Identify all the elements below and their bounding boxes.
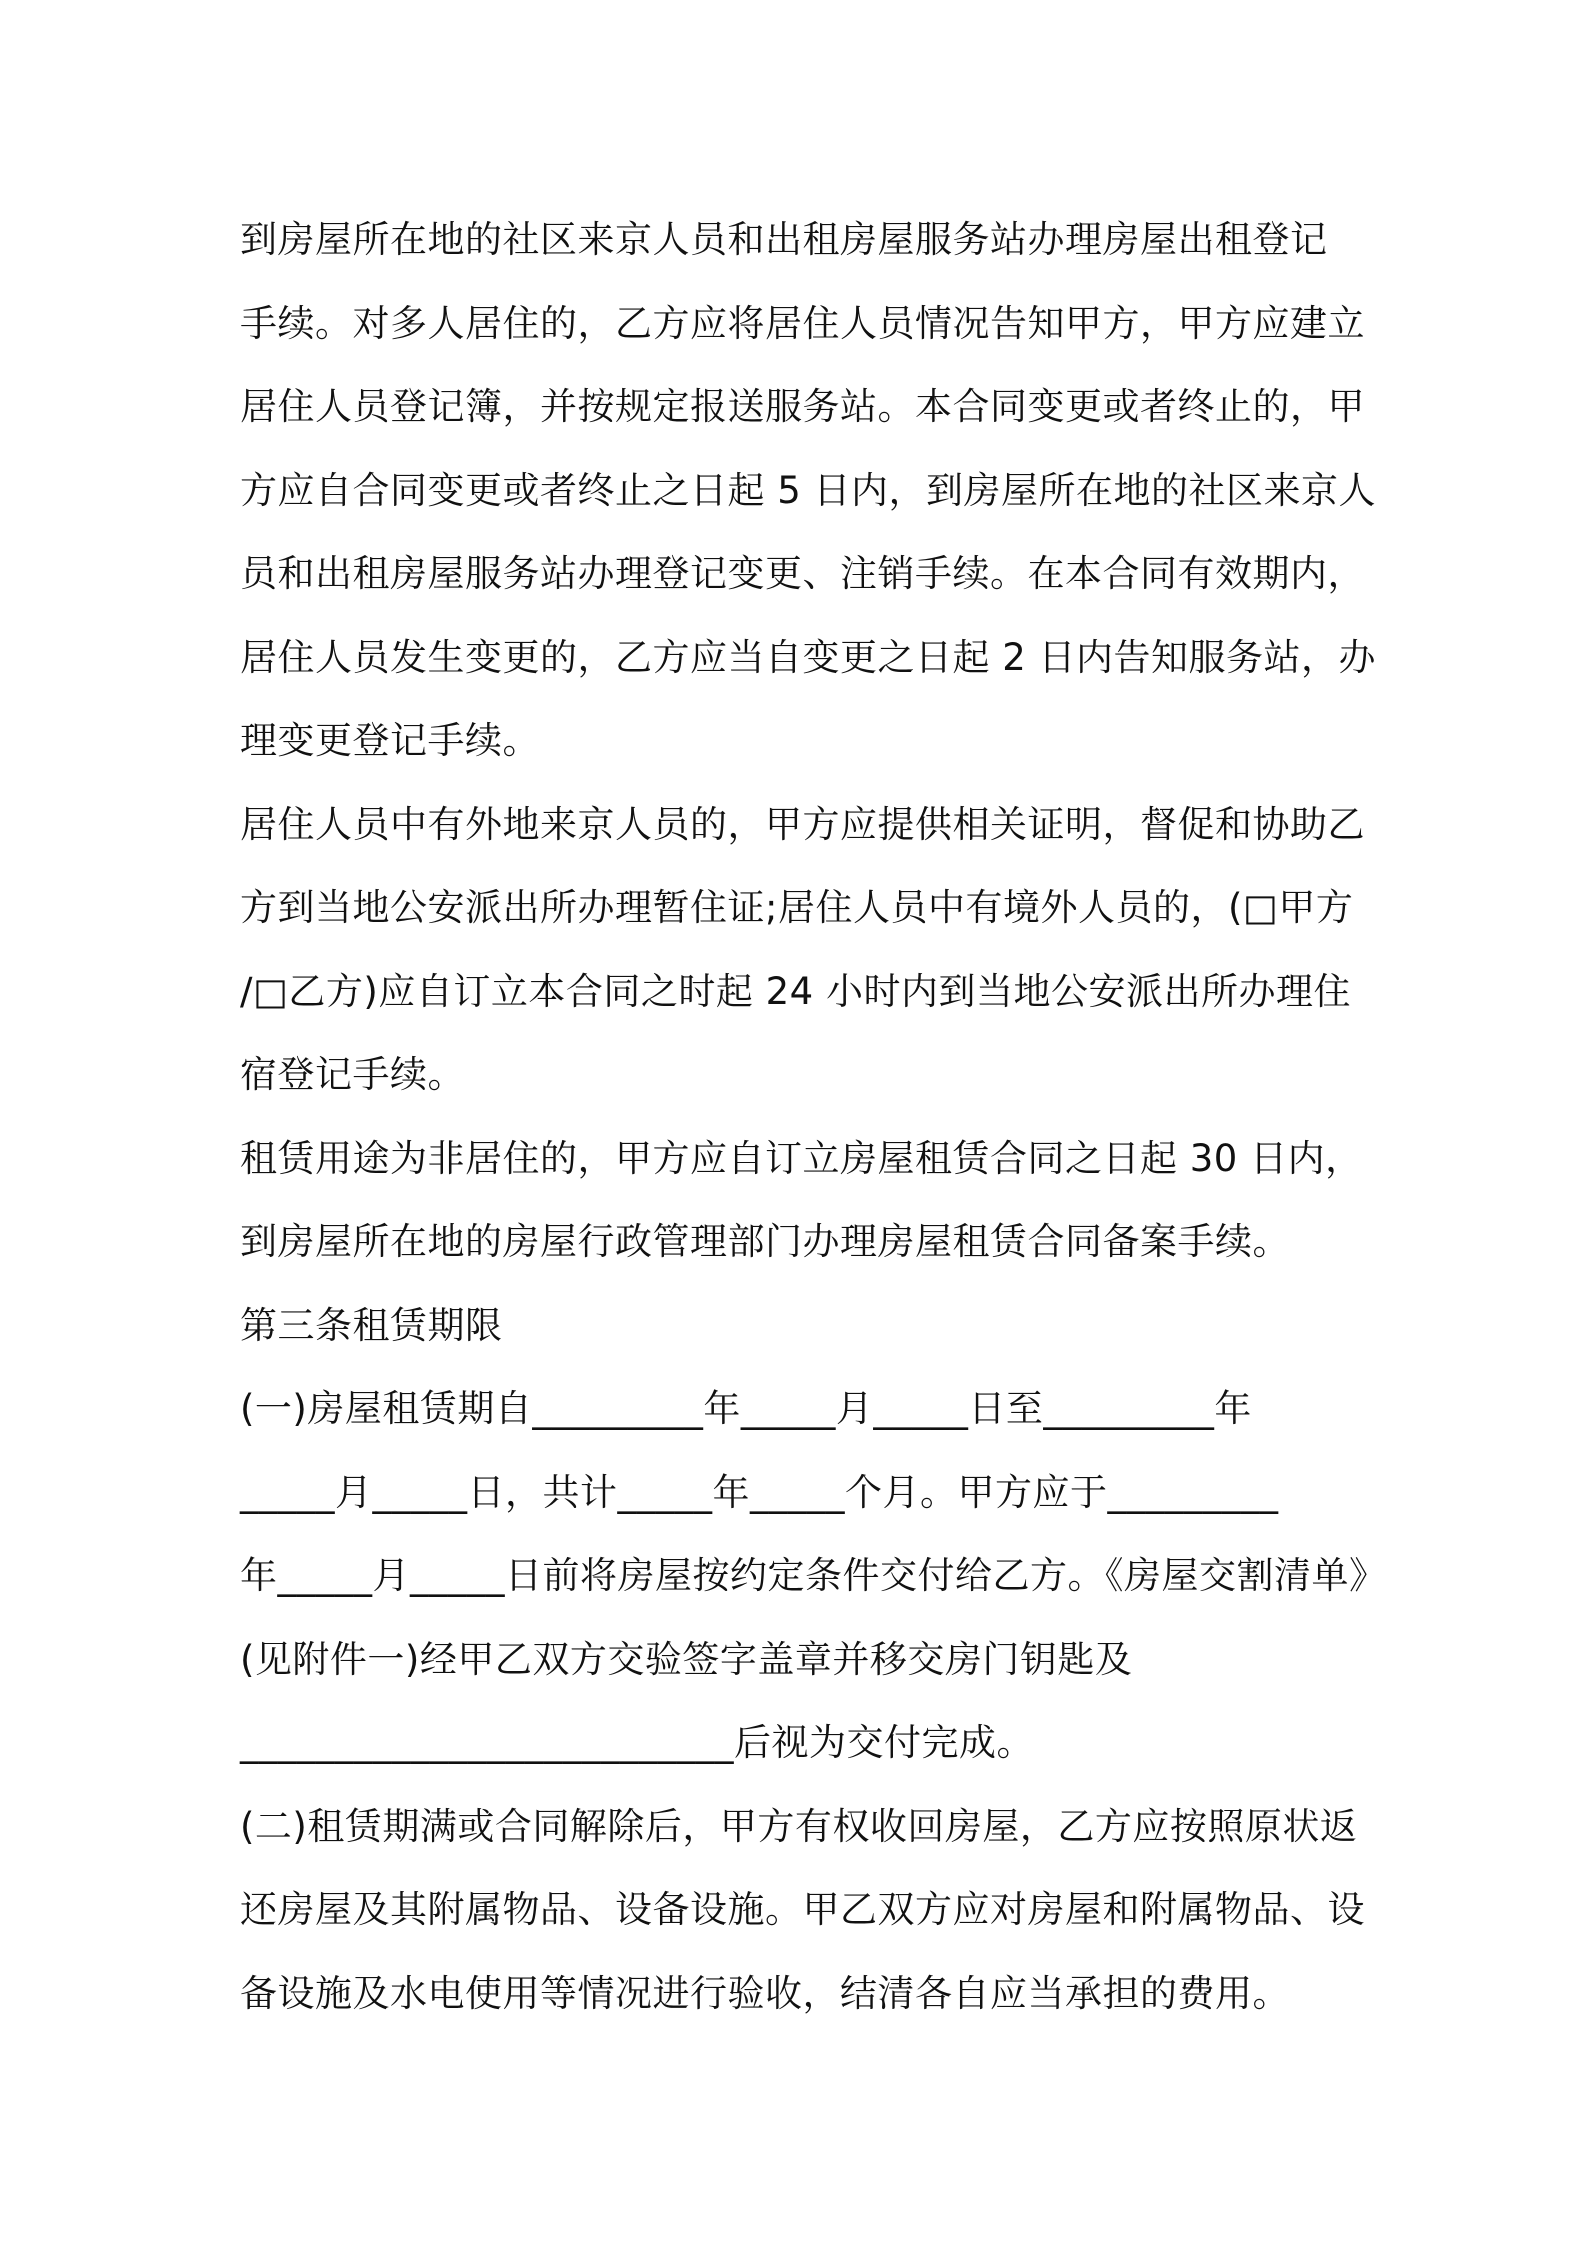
text-line: __________________________后视为交付完成。 xyxy=(240,1721,1034,1764)
text-line: 居住人员发生变更的，乙方应当自变更之日起 2 日内告知服务站，办 xyxy=(240,635,1377,679)
text-line: 到房屋所在地的社区来京人员和出租房屋服务站办理房屋出租登记 xyxy=(240,218,1328,261)
text-line: 居住人员中有外地来京人员的，甲方应提供相关证明，督促和协助乙 xyxy=(240,802,1365,846)
text-line: 还房屋及其附属物品、设备设施。甲乙双方应对房屋和附属物品、设 xyxy=(240,1888,1365,1931)
text-line: (二)租赁期满或合同解除后，甲方有权收回房屋，乙方应按照原状返 xyxy=(240,1804,1358,1848)
text-line: 理变更登记手续。 xyxy=(240,719,540,762)
document-body xyxy=(240,198,1387,2035)
text-line: 年_____月_____日前将房屋按约定条件交付给乙方。《房屋交割清单》 xyxy=(240,1554,1387,1597)
text-line: 方到当地公安派出所办理暂住证;居住人员中有境外人员的，(□甲方 xyxy=(240,886,1354,929)
text-line: 居住人员登记簿，并按规定报送服务站。本合同变更或者终止的，甲 xyxy=(240,385,1365,428)
text-line: _____月_____日，共计_____年_____个月。甲方应于_________ xyxy=(240,1470,1279,1514)
section-heading: 第三条租赁期限 xyxy=(240,1303,503,1347)
text-line: 备设施及水电使用等情况进行验收，结清各自应当承担的费用。 xyxy=(240,1971,1290,2015)
text-line: 员和出租房屋服务站办理登记变更、注销手续。在本合同有效期内， xyxy=(240,552,1365,595)
text-line: 宿登记手续。 xyxy=(240,1053,465,1096)
text-line: 到房屋所在地的房屋行政管理部门办理房屋租赁合同备案手续。 xyxy=(240,1220,1290,1263)
text-line: (见附件一)经甲乙双方交验签字盖章并移交房门钥匙及 xyxy=(240,1637,1133,1681)
text-line: 手续。对多人居住的，乙方应将居住人员情况告知甲方，甲方应建立 xyxy=(240,301,1365,345)
text-line: (一)房屋租赁期自_________年_____月_____日至_________年 xyxy=(240,1387,1252,1430)
text-line: 租赁用途为非居住的，甲方应自订立房屋租赁合同之日起 30 日内， xyxy=(240,1136,1363,1180)
text-line: 方应自合同变更或者终止之日起 5 日内，到房屋所在地的社区来京人 xyxy=(240,468,1377,512)
text-line: /□乙方)应自订立本合同之时起 24 小时内到当地公安派出所办理住 xyxy=(240,969,1351,1013)
